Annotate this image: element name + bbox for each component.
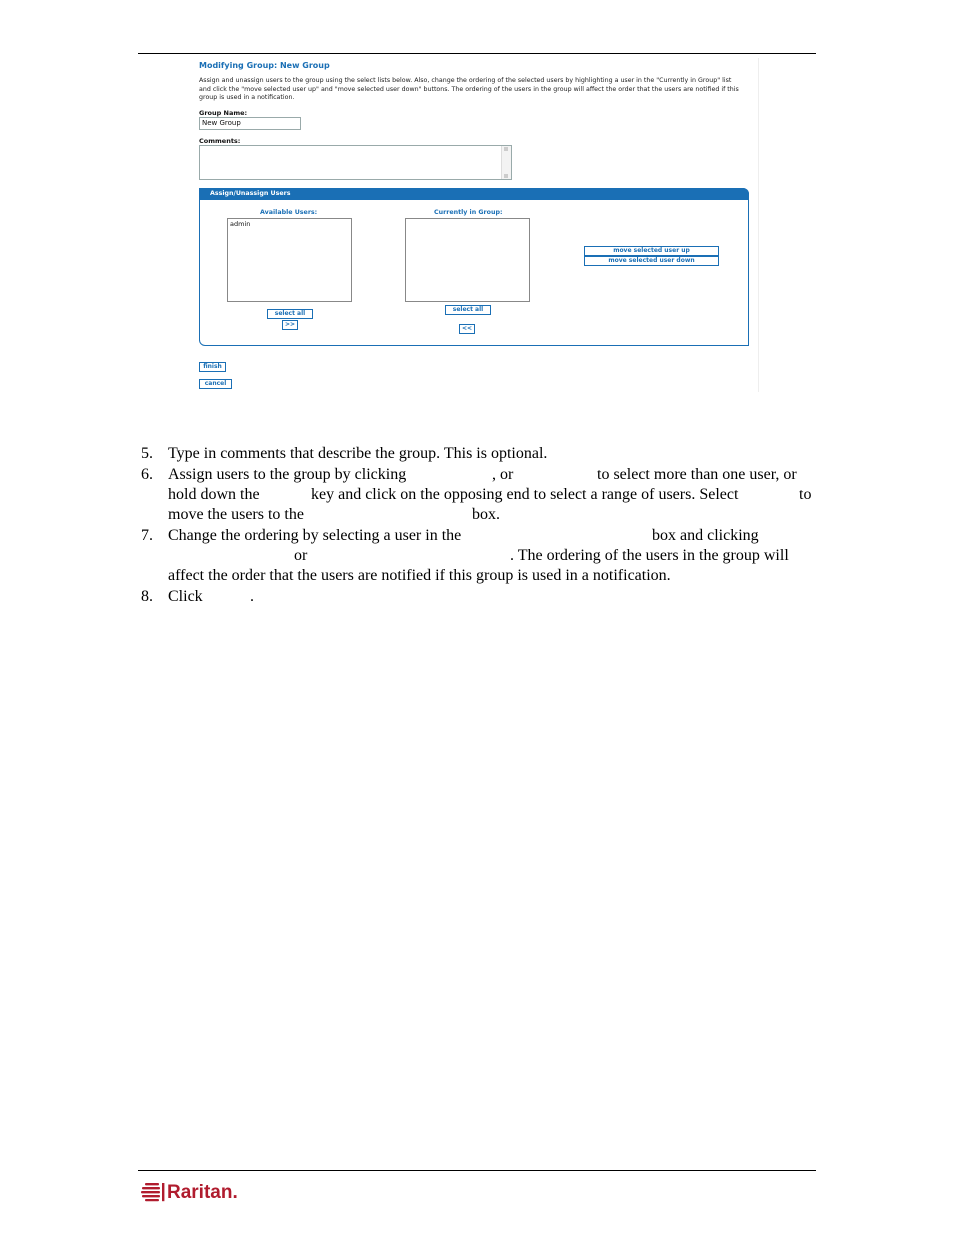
- page-title: Modifying Group: New Group: [199, 61, 330, 70]
- comments-label: Comments:: [199, 137, 241, 145]
- step-text: box.: [472, 506, 500, 523]
- raritan-logo-icon: [141, 1180, 256, 1202]
- currently-in-group-list[interactable]: [405, 218, 530, 302]
- step-text: key and click on the opposing end to select a range of users. Select: [311, 486, 739, 503]
- remove-users-button[interactable]: <<: [459, 324, 475, 334]
- header-rule: [138, 53, 816, 54]
- select-all-group-button[interactable]: select all: [445, 305, 491, 315]
- step-text: to select more than one user, or: [597, 466, 797, 483]
- svg-text:Raritan.: Raritan.: [167, 1182, 238, 1202]
- move-down-button[interactable]: move selected user down: [584, 256, 719, 266]
- step-text: move the users to the: [168, 506, 304, 523]
- assign-users-panel: [199, 188, 749, 346]
- step-text: , or: [492, 466, 514, 483]
- step-number: 6.: [141, 466, 153, 483]
- step-number: 7.: [141, 527, 153, 544]
- step-text: Assign users to the group by clicking: [168, 466, 407, 483]
- step-text: . The ordering of the users in the group will: [510, 547, 789, 564]
- step-text: affect the order that the users are notified if this group is used in a notification.: [168, 567, 671, 584]
- instructions-text: Assign and unassign users to the group using the select lists below. Also, change the ordering of the selected users by highlighting a user in the "Currently in Group" list and click the "move selected user up" and "move selected user down" buttons. The ordering of the users in the group will affect the order that the users are notified if this group is used in a notification.: [199, 77, 739, 102]
- raritan-logo: [141, 1180, 256, 1202]
- step-text: Type in comments that describe the group. This is optional.: [168, 445, 548, 462]
- panel-header: Assign/Unassign Users: [199, 188, 749, 200]
- step-text: .: [250, 588, 254, 605]
- currently-in-group-header: Currently in Group:: [434, 209, 503, 216]
- cancel-button[interactable]: cancel: [199, 379, 232, 389]
- step-text: hold down the: [168, 486, 260, 503]
- footer-rule: [138, 1170, 816, 1171]
- comments-textarea[interactable]: [199, 145, 512, 180]
- scrollbar[interactable]: [501, 146, 511, 179]
- step-text: Click: [168, 588, 203, 605]
- step-number: 5.: [141, 445, 153, 462]
- move-up-button[interactable]: move selected user up: [584, 246, 719, 256]
- step-text: box and clicking: [652, 527, 759, 544]
- group-name-label: Group Name:: [199, 109, 248, 117]
- group-name-input[interactable]: New Group: [199, 117, 301, 130]
- screenshot-figure: [196, 58, 759, 392]
- list-item[interactable]: admin: [230, 220, 251, 228]
- step-text: or: [294, 547, 308, 564]
- step-number: 8.: [141, 588, 153, 605]
- available-users-list[interactable]: [227, 218, 352, 302]
- step-text: to: [799, 486, 812, 503]
- available-users-header: Available Users:: [260, 209, 318, 216]
- select-all-available-button[interactable]: select all: [267, 309, 313, 319]
- finish-button[interactable]: finish: [199, 362, 226, 372]
- step-text: Change the ordering by selecting a user in the: [168, 527, 462, 544]
- add-users-button[interactable]: >>: [282, 320, 298, 330]
